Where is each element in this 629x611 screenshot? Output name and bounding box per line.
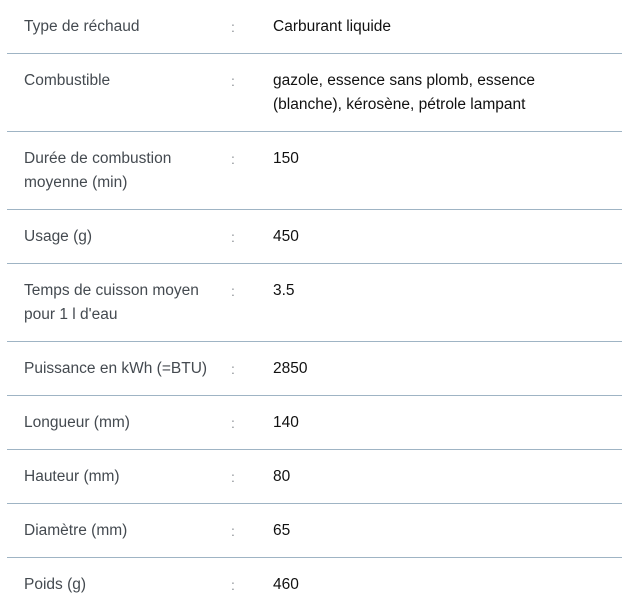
- spec-separator: :: [231, 577, 235, 593]
- spec-separator: :: [231, 19, 235, 35]
- spec-separator: :: [231, 523, 235, 539]
- spec-row-cooking-time: [7, 264, 622, 342]
- spec-value: 450: [273, 228, 299, 245]
- spec-label: Diamètre (mm): [24, 522, 128, 539]
- spec-label: Temps de cuisson moyen pour 1 l d'eau: [24, 282, 199, 323]
- spec-table: [7, 0, 622, 611]
- spec-separator: :: [231, 361, 235, 377]
- spec-row-stove-type: [7, 0, 622, 54]
- spec-separator: :: [231, 283, 235, 299]
- spec-value: 65: [273, 522, 291, 539]
- spec-value: 150: [273, 150, 299, 167]
- spec-label: Puissance en kWh (=BTU): [24, 360, 208, 377]
- spec-label: Durée de combustion moyenne (min): [24, 150, 172, 191]
- spec-row-burn-time: [7, 132, 622, 210]
- spec-row-weight: [7, 558, 622, 611]
- spec-separator: :: [231, 415, 235, 431]
- spec-label: Combustible: [24, 72, 111, 89]
- spec-value: gazole, essence sans plomb, essence (blanche), kérosène, pétrole lampant: [273, 72, 535, 113]
- spec-row-height: [7, 450, 622, 504]
- spec-row-length: [7, 396, 622, 450]
- spec-separator: :: [231, 229, 235, 245]
- spec-label: Type de réchaud: [24, 18, 140, 35]
- spec-value: 140: [273, 414, 299, 431]
- spec-value: 2850: [273, 360, 308, 377]
- spec-label: Poids (g): [24, 576, 87, 593]
- spec-label: Longueur (mm): [24, 414, 130, 431]
- spec-value: 3.5: [273, 282, 295, 299]
- spec-value: 80: [273, 468, 291, 485]
- spec-row-power: [7, 342, 622, 396]
- spec-separator: :: [231, 469, 235, 485]
- spec-row-diameter: [7, 504, 622, 558]
- spec-row-fuel: [7, 54, 622, 132]
- spec-value: Carburant liquide: [273, 18, 392, 35]
- spec-label: Usage (g): [24, 228, 93, 245]
- spec-separator: :: [231, 73, 235, 89]
- spec-row-usage: [7, 210, 622, 264]
- spec-separator: :: [231, 151, 235, 167]
- spec-label: Hauteur (mm): [24, 468, 120, 485]
- spec-value: 460: [273, 576, 299, 593]
